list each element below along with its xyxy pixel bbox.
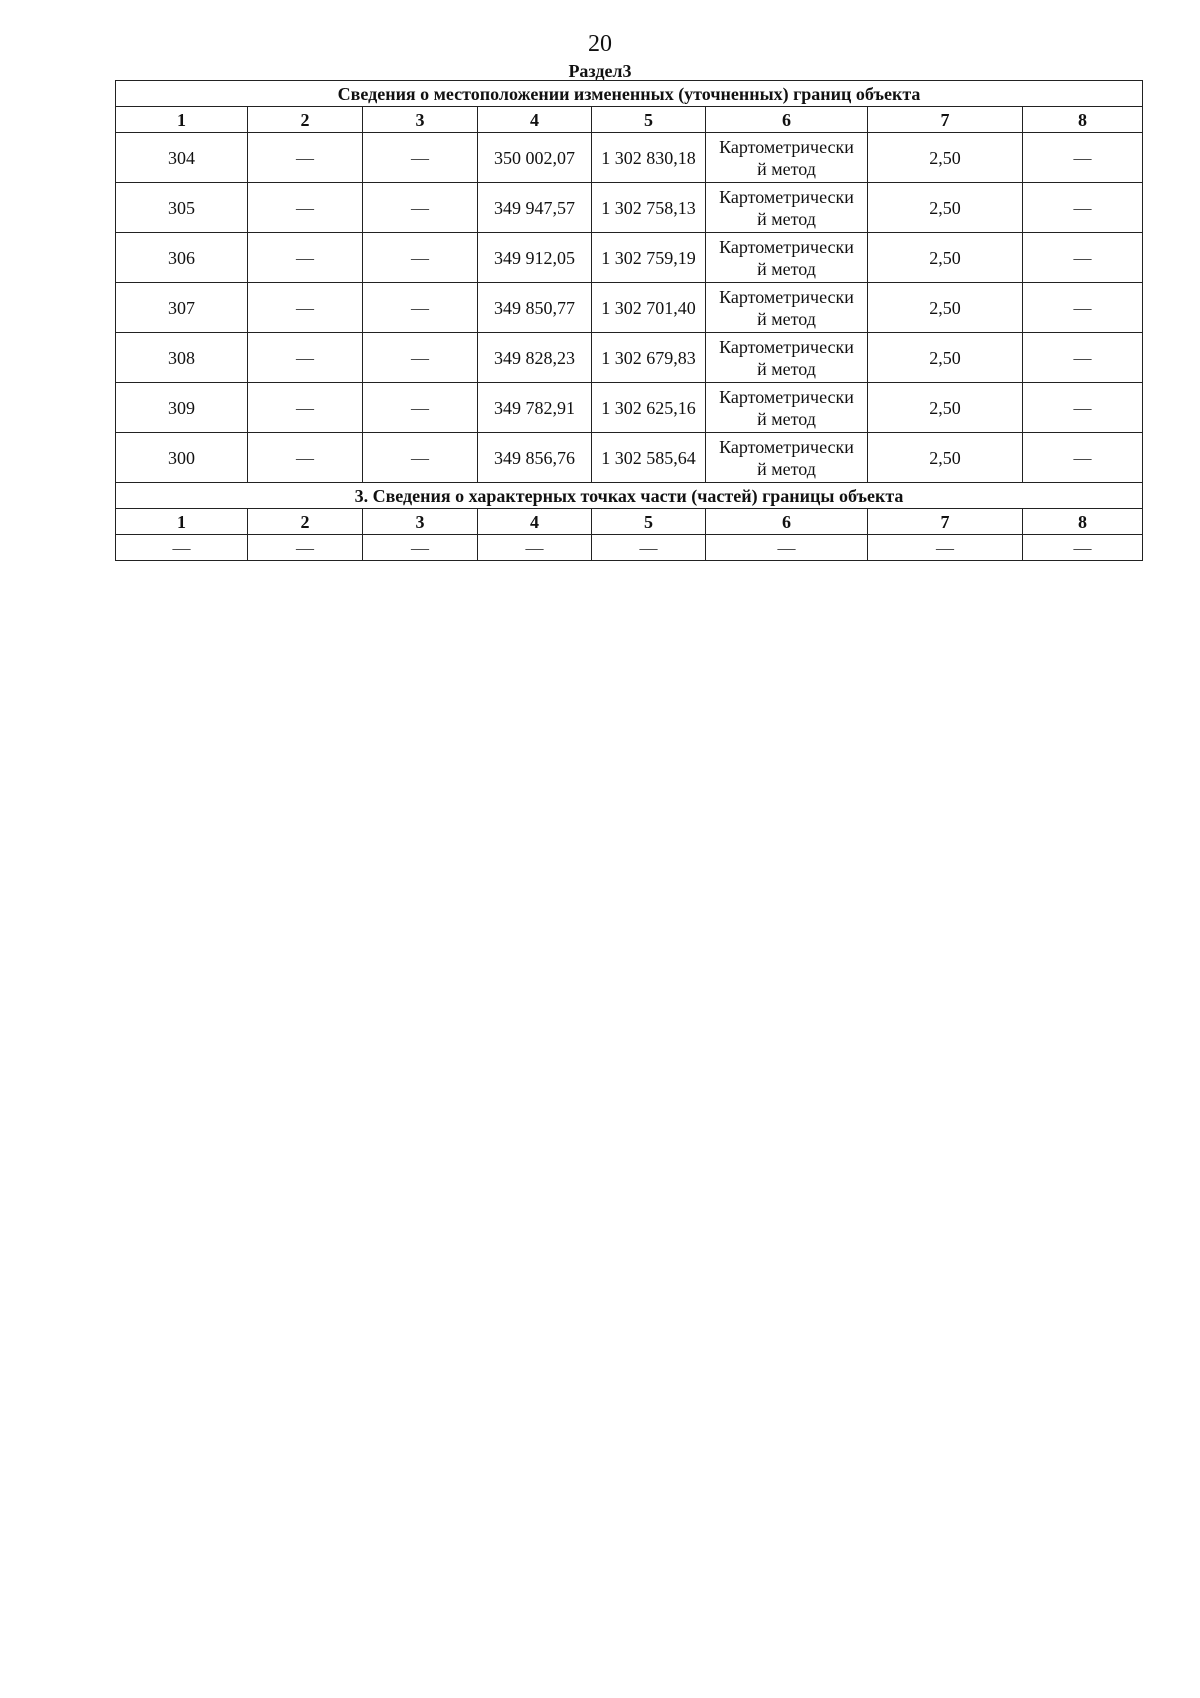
accuracy-cell: 2,50 (868, 283, 1023, 333)
table-cell: — (363, 535, 478, 561)
table-row (116, 183, 1143, 233)
y-coordinate-cell: 1 302 585,64 (592, 433, 706, 483)
column-header: 4 (478, 107, 592, 133)
method-cell: Картометрически й метод (706, 283, 868, 333)
table-cell: — (1023, 133, 1143, 183)
accuracy-cell: 2,50 (868, 183, 1023, 233)
table-cell: — (248, 133, 363, 183)
y-coordinate-cell: 1 302 701,40 (592, 283, 706, 333)
table-cell: — (248, 333, 363, 383)
table-body (116, 81, 1143, 561)
method-cell: Картометрически й метод (706, 433, 868, 483)
point-number-cell: 305 (116, 183, 248, 233)
x-coordinate-cell: 349 782,91 (478, 383, 592, 433)
column-header: 3 (363, 107, 478, 133)
table-cell: — (1023, 433, 1143, 483)
method-cell: Картометрически й метод (706, 133, 868, 183)
table-cell: — (363, 383, 478, 433)
table-cell: — (1023, 283, 1143, 333)
table-cell: — (1023, 383, 1143, 433)
table-row (116, 333, 1143, 383)
table1-caption-row (116, 81, 1143, 107)
x-coordinate-cell: 349 947,57 (478, 183, 592, 233)
column-header: 7 (868, 107, 1023, 133)
column-header: 6 (706, 509, 868, 535)
y-coordinate-cell: 1 302 625,16 (592, 383, 706, 433)
column-header: 3 (363, 509, 478, 535)
accuracy-cell: 2,50 (868, 233, 1023, 283)
table1-caption: Сведения о местоположении измененных (уточненных) границ объекта (116, 81, 1143, 107)
table-cell: — (363, 333, 478, 383)
column-header: 5 (592, 509, 706, 535)
table-cell: — (363, 433, 478, 483)
table2-caption-row (116, 483, 1143, 509)
point-number-cell: 308 (116, 333, 248, 383)
accuracy-cell: 2,50 (868, 433, 1023, 483)
point-number-cell: 309 (116, 383, 248, 433)
table-cell: — (248, 233, 363, 283)
table-row (116, 383, 1143, 433)
x-coordinate-cell: 350 002,07 (478, 133, 592, 183)
column-header: 5 (592, 107, 706, 133)
column-header: 1 (116, 107, 248, 133)
column-header: 4 (478, 509, 592, 535)
table-cell: — (1023, 233, 1143, 283)
y-coordinate-cell: 1 302 830,18 (592, 133, 706, 183)
table-cell: — (116, 535, 248, 561)
table1-header-row (116, 107, 1143, 133)
x-coordinate-cell: 349 912,05 (478, 233, 592, 283)
table-cell: — (592, 535, 706, 561)
column-header: 8 (1023, 509, 1143, 535)
table-cell: — (1023, 183, 1143, 233)
method-cell: Картометрически й метод (706, 183, 868, 233)
section-title: Раздел3 (568, 61, 632, 81)
table-cell: — (478, 535, 592, 561)
table-row (116, 433, 1143, 483)
table-cell: — (248, 383, 363, 433)
boundary-points-table (115, 80, 1143, 561)
table2-header-row (116, 509, 1143, 535)
x-coordinate-cell: 349 850,77 (478, 283, 592, 333)
table-row (116, 233, 1143, 283)
point-number-cell: 304 (116, 133, 248, 183)
table-cell: — (248, 535, 363, 561)
column-header: 6 (706, 107, 868, 133)
x-coordinate-cell: 349 856,76 (478, 433, 592, 483)
table-cell: — (363, 283, 478, 333)
point-number-cell: 300 (116, 433, 248, 483)
method-cell: Картометрически й метод (706, 383, 868, 433)
y-coordinate-cell: 1 302 679,83 (592, 333, 706, 383)
table-cell: — (248, 183, 363, 233)
table-cell: — (363, 233, 478, 283)
table-row (116, 133, 1143, 183)
y-coordinate-cell: 1 302 758,13 (592, 183, 706, 233)
x-coordinate-cell: 349 828,23 (478, 333, 592, 383)
y-coordinate-cell: 1 302 759,19 (592, 233, 706, 283)
table-cell: — (868, 535, 1023, 561)
table-cell: — (248, 433, 363, 483)
table-row (116, 283, 1143, 333)
column-header: 8 (1023, 107, 1143, 133)
method-cell: Картометрически й метод (706, 233, 868, 283)
column-header: 1 (116, 509, 248, 535)
page-number: 20 (588, 31, 612, 57)
column-header: 2 (248, 107, 363, 133)
method-cell: Картометрически й метод (706, 333, 868, 383)
table-row (116, 535, 1143, 561)
table-cell: — (1023, 333, 1143, 383)
column-header: 7 (868, 509, 1023, 535)
table-cell: — (1023, 535, 1143, 561)
accuracy-cell: 2,50 (868, 133, 1023, 183)
accuracy-cell: 2,50 (868, 333, 1023, 383)
table-cell: — (363, 183, 478, 233)
point-number-cell: 307 (116, 283, 248, 333)
table2-caption: 3. Сведения о характерных точках части (частей) границы объекта (116, 483, 1143, 509)
table-cell: — (706, 535, 868, 561)
point-number-cell: 306 (116, 233, 248, 283)
column-header: 2 (248, 509, 363, 535)
table-cell: — (363, 133, 478, 183)
accuracy-cell: 2,50 (868, 383, 1023, 433)
table-cell: — (248, 283, 363, 333)
